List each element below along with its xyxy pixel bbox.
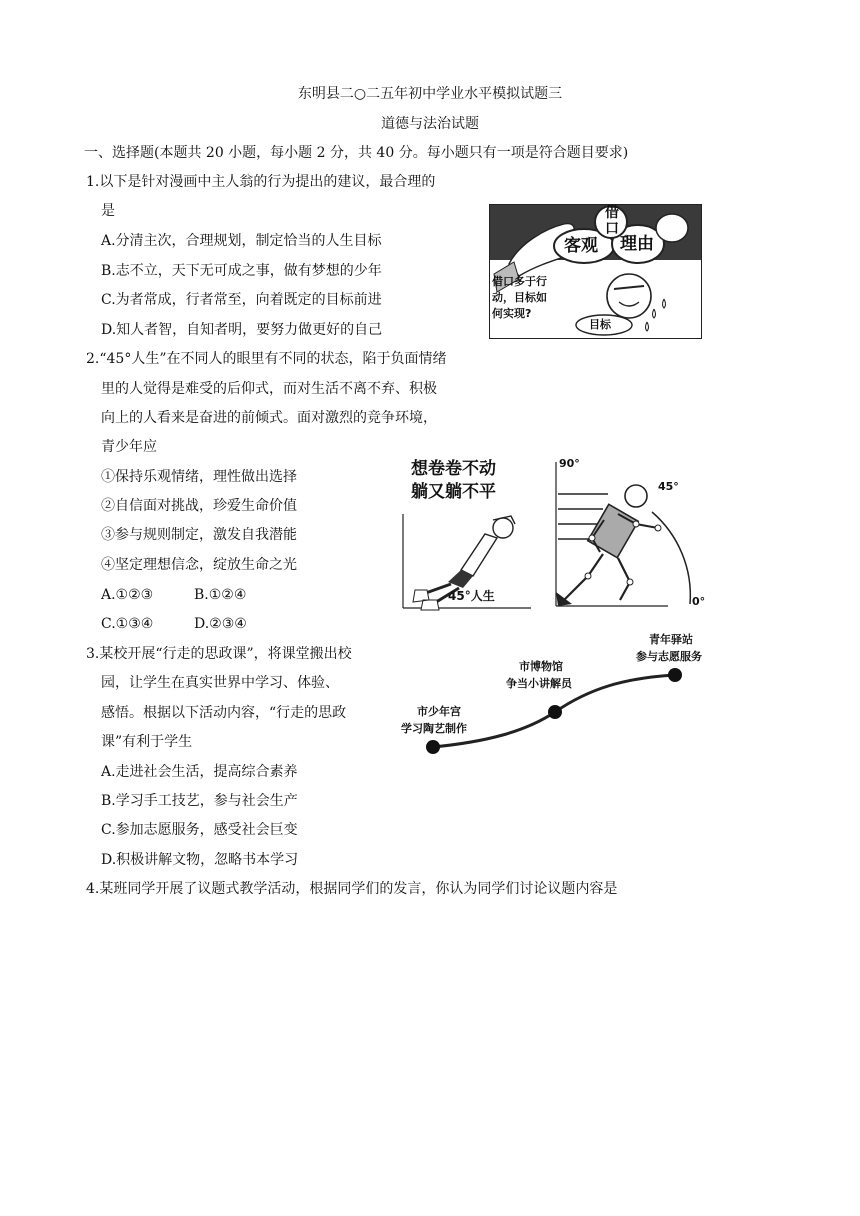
q2-stem-line2: 里的人觉得是难受的后仰式，而对生活不离不弃、积极 [101,381,437,397]
q2-headline-2: 躺又躺不平 [411,482,496,502]
q3-option-a: A.走进社会生活，提高综合素养 [101,764,298,780]
q1-option-a: A.分清主次，合理规划，制定恰当的人生目标 [101,233,382,249]
q2-option-b: B.①②④ [194,587,247,603]
q2-statement-1: ①保持乐观情绪，理性做出选择 [101,469,297,485]
exam-subtitle: 道德与法治试题 [381,116,479,132]
q2-statement-3: ③参与规则制定，激发自我潜能 [101,527,297,543]
q2-cartoon-right [548,454,708,612]
q1-option-b: B.志不立，天下无可成之事，做有梦想的少年 [101,263,382,279]
q3-option-d: D.积极讲解文物，忽略书本学习 [101,852,299,868]
q2-cartoon-left [393,454,533,612]
q3-stop-3-line2: 参与志愿服务 [636,650,702,663]
q2-angle-90: 90° [559,457,580,470]
q2-angle-0: 0° [692,595,706,608]
q2-headline-1: 想卷卷不动 [411,459,496,479]
q2-stem-line4: 青少年应 [101,439,157,455]
q3-stem-line2: 园，让学生在真实世界中学习、体验、 [101,675,339,691]
q3-diagram [395,630,715,760]
q3-stop-2-line1: 市博物馆 [519,660,563,673]
q3-stop-1-line2: 学习陶艺制作 [401,722,467,735]
q3-stem-line3: 感悟。根据以下活动内容，“行走的思政 [101,705,347,721]
q1-bubble-top: 借口 [605,205,619,237]
q2-angle-45: 45° [658,480,679,493]
q1-option-c: C.为者常成，行者常至，向着既定的目标前进 [101,292,382,308]
q3-stop-1-line1: 市少年宫 [417,705,461,718]
q3-stop-1-dot [426,740,440,754]
q1-caption-line1: 借口多于行 [492,275,547,288]
q2-option-a: A.①②③ [101,587,154,603]
q2-statement-2: ②自信面对挑战，珍爱生命价值 [101,498,297,514]
q4-stem: 4.某班同学开展了议题式教学活动，根据同学们的发言，你认为同学们讨论议题内容是 [86,881,618,897]
q2-stem-line3: 向上的人看来是奋进的前倾式。面对激烈的竞争环境， [101,410,437,426]
q1-bubble-left: 客观 [564,236,598,256]
q3-stop-3-dot [668,668,682,682]
q3-option-c: C.参加志愿服务，感受社会巨变 [101,822,298,838]
q2-stem-line1: 2.“45°人生”在不同人的眼里有不同的状态，陷于负面情绪 [86,351,447,367]
q3-stop-2-line2: 争当小讲解员 [506,677,572,690]
q3-stop-2-dot [548,705,562,719]
q1-goal-label: 目标 [589,318,611,331]
q1-stem-line1: 1.以下是针对漫画中主人翁的行为提出的建议，最合理的 [86,174,436,190]
q3-stem-line1: 3.某校开展“行走的思政课”，将课堂搬出校 [86,646,352,662]
q2-caption: 45°人生 [448,589,495,603]
q2-option-d: D.②③④ [194,616,247,632]
q2-option-c: C.①③④ [101,616,154,632]
q2-cartoon-right-drawing [548,454,708,612]
q1-option-d: D.知人者智，自知者明，要努力做更好的自己 [101,322,383,338]
q3-option-b: B.学习手工技艺，参与社会生产 [101,793,298,809]
q1-caption-line3: 何实现? [492,307,532,320]
q1-caption-line2: 动，目标如 [492,291,547,304]
q3-stop-3-line1: 青年驿站 [649,633,693,646]
q2-statement-4: ④坚定理想信念，绽放生命之光 [101,557,297,573]
q1-stem-line2: 是 [101,203,115,219]
section-heading: 一、选择题(本题共 20 小题，每小题 2 分，共 40 分。每小题只有一项是符合题目要求) [84,145,629,161]
q1-cartoon [489,204,702,339]
q3-stem-line4: 课”有利于学生 [101,734,193,750]
exam-title: 东明县二○二五年初中学业水平模拟试题三 [297,86,563,102]
q1-bubble-right: 理由 [620,234,654,254]
